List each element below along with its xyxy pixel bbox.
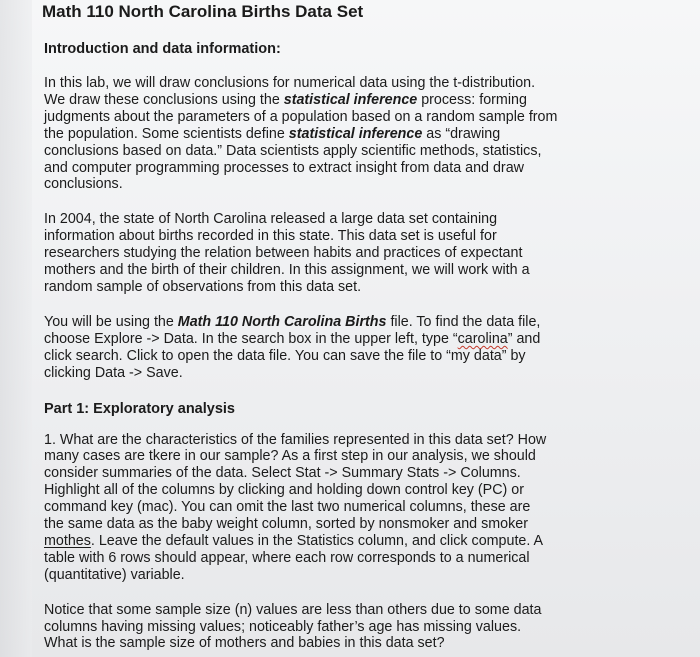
intro-p1-term-2: statistical inference bbox=[288, 125, 423, 142]
instructions-text-c: file. To find the data file, choose Explore -> Data. In the search box in the upper left, type “ bbox=[44, 313, 541, 347]
question-1-text-c: . Leave the default values in the Statistics column, and click compute. A table with 6 rows should appear, where each row corresponds to a numerical (quantitative) variable. bbox=[44, 532, 544, 583]
intro-p1-text-e: as “drawing conclusions based on data.” Data scientists apply scientific methods, statistics, and computer programming processes to extract insight from data and draw conclusions. bbox=[44, 125, 542, 193]
document-body bbox=[44, 2, 654, 652]
question-1-text-a: 1. What are the characteristics of the families represented in this data set? How many cases are tkere in our sample? As a first step in our analysis, we should consider summaries of the data. Select Stat -> Summary Stats -> Columns. Highlight all of the columns by clicking and holding down control key (PC) or command key (mac). You can omit the last two numerical columns, these are the same data as the baby weight column, sorted by nonsmoker and smoker bbox=[44, 431, 547, 533]
part1-heading: Part 1: Exploratory analysis bbox=[44, 400, 235, 417]
intro-paragraph-1 bbox=[44, 75, 654, 193]
search-term-carolina: carolina bbox=[457, 330, 508, 347]
intro-p1-term-1: statistical inference bbox=[283, 91, 418, 108]
question-1-paragraph bbox=[44, 432, 654, 584]
document-title: Math 110 North Carolina Births Data Set bbox=[42, 2, 364, 21]
instructions-text-e: ” and click search. Click to open the data file. You can save the file to “my data” by clicking Data -> Save. bbox=[44, 330, 541, 381]
instructions-text-a: You will be using the bbox=[44, 313, 178, 330]
data-file-name: Math 110 North Carolina Births bbox=[177, 313, 387, 330]
intro-p1-text-a: In this lab, we will draw conclusions for numerical data using the t-distribution. We draw these conclusions using the bbox=[44, 75, 536, 108]
sample-size-paragraph: Notice that some sample size (n) values are less than others due to some data columns having missing values; noticeably father’s age has missing values. What is the sample size of mothers and babies in this data set? bbox=[44, 601, 542, 652]
intro-p1-text-c: process: forming judgments about the parameters of a population based on a random sample from the population. Some scientists define bbox=[44, 91, 558, 142]
misspelled-mothes: mothes bbox=[44, 532, 91, 549]
intro-heading: Introduction and data information: bbox=[44, 41, 281, 57]
instructions-paragraph bbox=[44, 314, 654, 382]
intro-paragraph-2: In 2004, the state of North Carolina released a large data set containing information about births recorded in this state. This data set is useful for researchers studying the relation between habits and practices of expectant mothers and the birth of their children. In this assignment, we will work with a random sample of observations from this data set. bbox=[44, 211, 530, 295]
